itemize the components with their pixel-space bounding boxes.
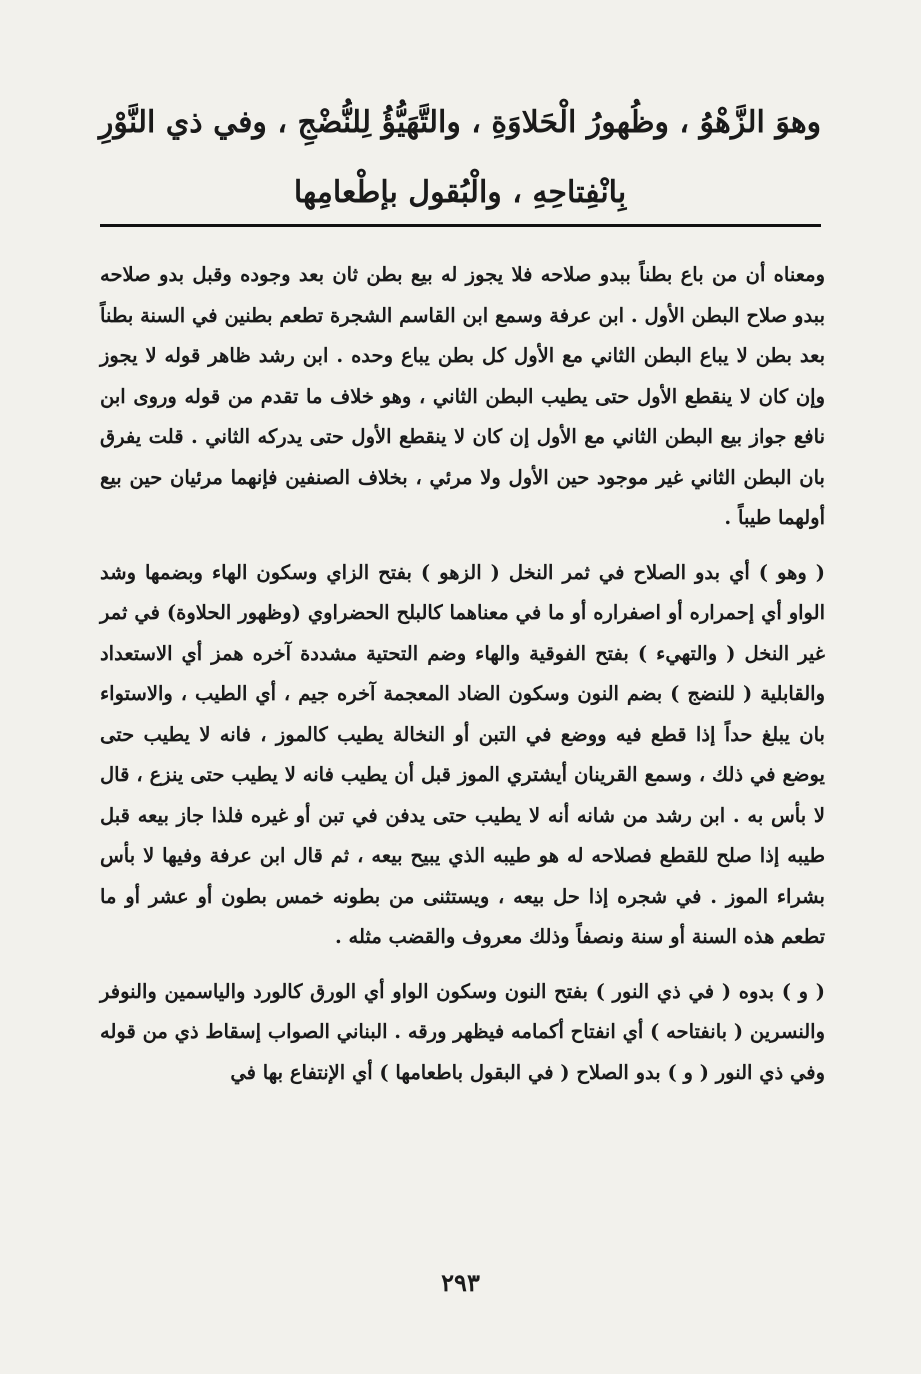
commentary-body xyxy=(100,255,825,1107)
paragraph-3: ( و ) بدوه ( في ذي النور ) بفتح النون وسكون الواو أي الورق كالورد والياسمين والنوفر والنسرين ( بانفتاحه ) أي انفتاح أكمامه فيظهر ورقه . البناني الصواب إسقاط ذي من قوله وفي ذي النور ( و ) بدو الصلاح ( في البقول باطعامها ) أي الإنتفاع بها في xyxy=(100,979,825,1084)
matn-header xyxy=(80,88,840,228)
paragraph-2: ( وهو ) أي بدو الصلاح في ثمر النخل ( الزهو ) بفتح الزاي وسكون الهاء وبضمها وشد الواو أي إحمراره أو اصفراره أو ما في معناهما كالبلح الحضراوي (وظهور الحلاوة) في ثمر غير النخل ( والتهيء ) بفتح الفوقية والهاء وضم التحتية مشددة آخره همز أي الاستعداد والقابلية ( للنضج ) بضم النون وسكون الضاد المعجمة آخره جيم ، أي الطيب ، والاستواء بان يبلغ حداً إذا قطع فيه ووضع في التبن أو النخالة يطيب كالموز ، فانه لا يطيب حتى يوضع في ذلك ، وسمع القرينان أيشتري الموز قبل أن يطيب فانه لا يطيب حتى ينزع ، قال لا بأس به . ابن رشد من شانه أنه لا يطيب حتى يدفن في تبن أو غيره فلذا جاز بيعه قبل طيبه إذا صلح للقطع فصلاحه له هو طيبه الذي يبيح بيعه ، ثم قال ابن عرفة وفيها لا بأس بشراء الموز . في شجره إذا حل بيعه ، ويستثنى من بطونه خمس بطون أو عشر أو ما تطعم هذه السنة أو سنة ونصفاً وذلك معروف والقضب مثله . xyxy=(100,560,825,948)
matn-line-1: وهوَ الزَّهْوُ ، وظُهورُ الْحَلاوَةِ ، والتَّهَيُّؤُ لِلنُّضْجِ ، وفي ذي النَّوْرِ xyxy=(98,105,822,140)
page-number: ٢٩٣ xyxy=(441,1268,480,1297)
matn-line-2: بِانْفِتاحِهِ ، والْبُقول بإطْعامِها xyxy=(293,175,627,210)
paragraph-1: ومعناه أن من باع بطناً ببدو صلاحه فلا يجوز له بيع بطن ثان بعد وجوده وقبل بدو صلاحه ببدو صلاح البطن الأول . ابن عرفة وسمع ابن القاسم الشجرة تطعم بطنين في السنة بطناً بعد بطن لا يباع البطن الثاني مع الأول كل بطن يباع وحده . ابن رشد ظاهر قوله لا يجوز وإن كان لا ينقطع الأول حتى يطيب البطن الثاني ، وهو خلاف ما تقدم من قوله وروى ابن نافع جواز بيع البطن الثاني مع الأول إن كان لا ينقطع الأول حتى يدركه الثاني . قلت يفرق بان البطن الثاني غير موجود حين الأول ولا مرئي ، بخلاف الصنفين فإنهما مرئيان حين بيع أولهما طيباً . xyxy=(100,263,825,529)
header-divider xyxy=(100,224,821,227)
